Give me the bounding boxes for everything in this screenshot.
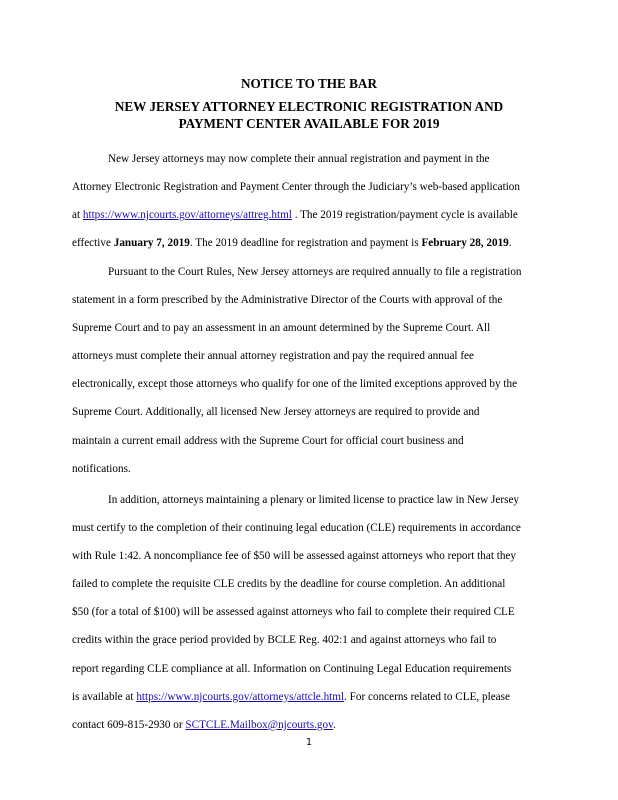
paragraph-line: with Rule 1:42. A noncompliance fee of $50 will be assessed against attorneys who report that they [72,550,516,563]
paragraph-line: statement in a form prescribed by the Administrative Director of the Courts with approval of the [72,294,503,307]
paragraph-line: notifications. [72,462,131,475]
paragraph-line: failed to complete the requisite CLE credits by the deadline for course completion. An additional [72,578,506,591]
text-run: . For concerns related to CLE, please [344,690,510,703]
cle-info-link[interactable]: https://www.njcourts.gov/attorneys/attcle.html [136,690,345,703]
text-run: In addition, attorneys maintaining a plenary or limited license to practice law in New Jersey [108,494,520,506]
paragraph-line: Supreme Court. Additionally, all licensed New Jersey attorneys are required to provide and [72,406,480,419]
text-run: . The 2019 deadline for registration and payment is [189,237,422,250]
paragraph-line [72,145,562,173]
paragraph-line [72,486,562,514]
paragraph-line: Attorney Electronic Registration and Payment Center through the Judiciary’s web-based application [72,181,520,194]
paragraph-cle-requirements [72,486,562,739]
paragraph-line [72,711,562,739]
cle-mailbox-email-link[interactable]: SCTCLE.Mailbox@njcourts.gov [185,718,333,731]
page-number: 1 [305,737,313,748]
text-run: contact 609-815-2930 or [72,718,186,731]
paragraph-line: electronically, except those attorneys who qualify for one of the limited exceptions approved by the [72,378,518,391]
paragraph-line [72,229,562,257]
text-run: . [332,718,336,731]
text-run: Pursuant to the Court Rules, New Jersey attorneys are required annually to file a registration [108,266,522,278]
effective-date: January 7, 2019 [113,237,190,250]
paragraph-line: $50 (for a total of $100) will be assessed against attorneys who fail to complete their required CLE [72,606,515,619]
deadline-date: February 28, 2019 [421,237,509,250]
text-run: is available at [72,690,137,703]
paragraph-line: attorneys must complete their annual attorney registration and pay the required annual fee [72,350,474,363]
paragraph-line [72,258,562,286]
paragraph-line: Supreme Court and to pay an assessment in an amount determined by the Supreme Court. All [72,322,491,335]
text-run: at [72,209,83,222]
paragraph-line [72,201,562,229]
paragraph-line: credits within the grace period provided by BCLE Reg. 402:1 and against attorneys who fail to [72,634,497,647]
text-run: effective [72,237,114,250]
notice-subtitle-line-2: PAYMENT CENTER AVAILABLE FOR 2019 [178,116,440,131]
notice-subtitle-line-1: NEW JERSEY ATTORNEY ELECTRONIC REGISTRATION AND [114,99,504,114]
paragraph-line: must certify to the completion of their continuing legal education (CLE) requirements in accordance [72,522,521,535]
paragraph-line: report regarding CLE compliance at all. Information on Continuing Legal Education requirements [72,662,512,675]
paragraph-court-rules [72,258,562,483]
attorney-registration-link[interactable]: https://www.njcourts.gov/attorneys/attreg.html [82,209,292,222]
text-run: . [508,237,512,250]
notice-title: NOTICE TO THE BAR [241,76,377,91]
paragraph-line: maintain a current email address with the Supreme Court for official court business and [72,434,464,447]
text-run: New Jersey attorneys may now complete their annual registration and payment in the [108,153,490,165]
paragraph-registration-availability [72,145,562,257]
text-run: . The 2019 registration/payment cycle is available [291,209,518,222]
paragraph-line [72,683,562,711]
